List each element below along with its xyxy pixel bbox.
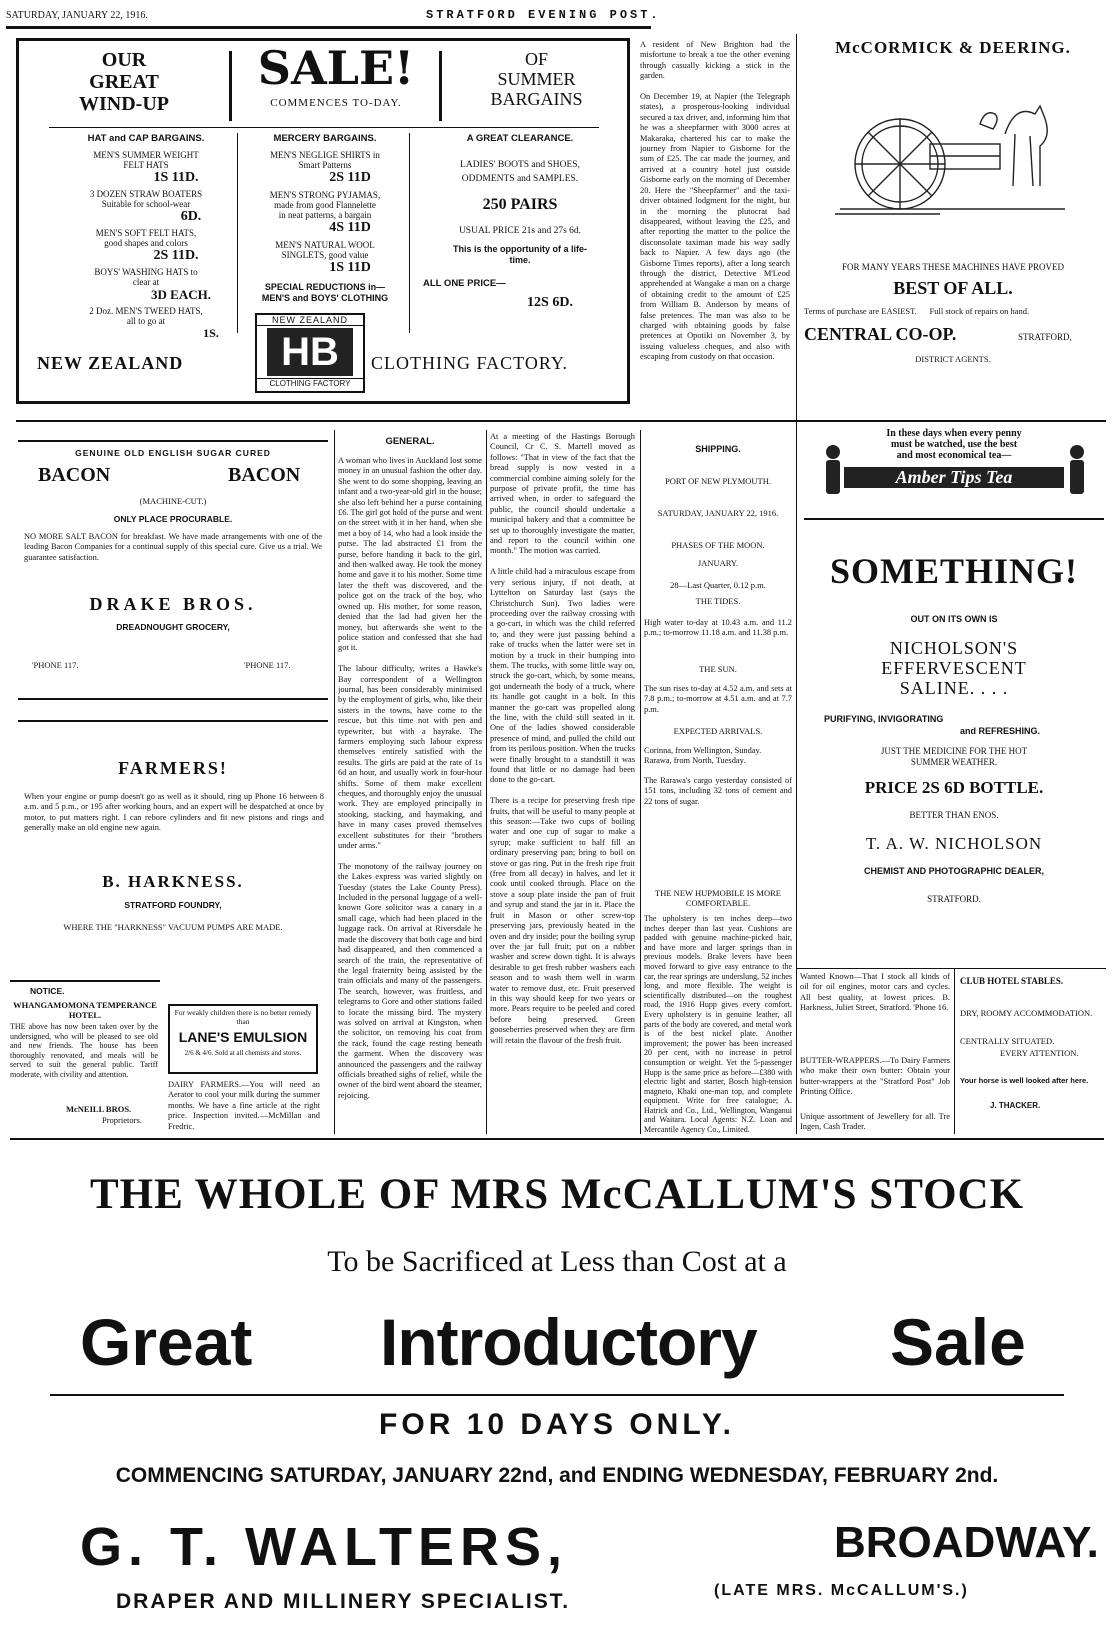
item-price: 1S 11D bbox=[329, 260, 371, 275]
shipping-date: SATURDAY, JANUARY 22, 1916. bbox=[657, 508, 779, 518]
introductory-word: Introductory bbox=[380, 1305, 757, 1379]
sale-word: Sale bbox=[890, 1305, 1026, 1379]
club-hotel-ad bbox=[960, 976, 1106, 1134]
nz-clothing-factory-ad bbox=[16, 38, 630, 404]
terms: Terms of purchase are EASIEST. Full stock of repairs on hand. bbox=[804, 306, 1030, 316]
tea-figure-icon bbox=[818, 442, 848, 502]
walters-sub: To be Sacrificed at Less than Cost at a bbox=[327, 1245, 787, 1278]
divider bbox=[439, 51, 442, 121]
summer-bargains-heading: OF SUMMER BARGAINS bbox=[490, 49, 583, 109]
ten-days: FOR 10 DAYS ONLY. bbox=[379, 1408, 735, 1441]
item-desc: MEN'S STRONG PYJAMAS, made from good Flannelette in neat patterns, a bargain bbox=[269, 190, 381, 220]
harvester-illustration bbox=[830, 64, 1070, 224]
refreshing: and REFRESHING. bbox=[960, 726, 1041, 736]
chemist-town: STRATFORD. bbox=[927, 894, 981, 904]
arrivals-text: Corinna, from Wellington, Sunday. Rarawa, from North, Tuesday. bbox=[644, 746, 762, 766]
column-rule bbox=[796, 34, 797, 1134]
column-title: MERCERY BARGAINS. bbox=[273, 133, 377, 144]
late-mrs: (LATE MRS. McCALLUM'S.) bbox=[714, 1582, 969, 1599]
column-title: A GREAT CLEARANCE. bbox=[466, 133, 574, 144]
section-rule bbox=[796, 968, 1106, 969]
item-desc: MEN'S SOFT FELT HATS, good shapes and colors bbox=[95, 228, 197, 248]
item-desc: MEN'S NEGLIGE SHIRTS in Smart Patterns bbox=[270, 150, 380, 170]
lanes-bottom: 2/6 & 4/6. Sold at all chemists and stores. bbox=[184, 1049, 302, 1057]
mccormick-title: McCORMICK & DEERING. bbox=[835, 38, 1071, 57]
hot-weather: JUST THE MEDICINE FOR THE HOT SUMMER WEATHER. bbox=[880, 746, 1028, 767]
bacon-body: NO MORE SALT BACON for breakfast. We have made arrangements with one of the leading Bacon Companies for a continual supply of this special cure. Give us a trial. We guarantee satisfaction. bbox=[24, 532, 322, 562]
divider bbox=[229, 51, 232, 121]
photographic-dealer: CHEMIST AND PHOTOGRAPHIC DEALER, bbox=[863, 866, 1044, 876]
club-line-1: DRY, ROOMY ACCOMMODATION. bbox=[960, 1008, 1093, 1018]
thacker: J. THACKER. bbox=[990, 1101, 1041, 1110]
item-price: 1S. bbox=[203, 326, 219, 340]
better-than-enos: BETTER THAN ENOS. bbox=[909, 810, 999, 820]
ad-footer-right: CLOTHING FACTORY. bbox=[371, 353, 569, 373]
amber-line-1: In these days when every penny bbox=[886, 428, 1022, 439]
item-desc: 3 DOZEN STRAW BOATERS Suitable for school-wear bbox=[89, 189, 203, 209]
central-coop: CENTRAL CO-OP. bbox=[804, 324, 957, 344]
farmers-title: FARMERS! bbox=[118, 758, 228, 778]
walters-headline: THE WHOLE OF MRS McCALLUM'S STOCK bbox=[89, 1171, 1025, 1218]
club-line-3: EVERY ATTENTION. bbox=[1000, 1048, 1079, 1058]
sale-subheading: COMMENCES TO-DAY. bbox=[270, 97, 402, 109]
news-column-top: A resident of New Brighton had the misfortune to break a toe the other evening through casually kicking a stick in the garden. On December 19, at Napier (the Telegraph states), a prosperous-looking individual secured a tax driver, and, informing him that he was a sheepfarmer with 3000 acres at Makaraka, chartered his car to make the journey from Napier to Gisborne for the sum of £25. The car made the journey, and arrived at a country hotel just outside Gisborne early on the morning of December 20. Here the "Sheepfarmer" and the taxi-driver obtained lodgment for the night, but in the morning the plutocrat had disappeared, without leaving the £25, and after reporting the matter to the police the disconsolate taximan made his way sadly back to Napier. A few days ago (the Gisborne Times reports), after a long search through the district, Detective M'Leod apprehended at Wangake a man on a charge of obtaining credit to the amount of £25 from William B. Anderson by means of false pretences. The man was also to be charged with obtaining goods by false pretences at Opotiki on November 3, by issuing valueless cheques, and also with escaping from custody on that occasion. bbox=[640, 40, 790, 362]
ad-footer-left: NEW ZEALAND bbox=[37, 353, 184, 373]
sale-dates: COMMENCING SATURDAY, JANUARY 22nd, and ENDING WEDNESDAY, FEBRUARY 2nd. bbox=[115, 1464, 999, 1487]
farmers-body: When your engine or pump doesn't go as well as it should, ring up Phone 16 between 8 a.m. and 5 p.m., or 195 after working hours, and an expert will be despatched at once by motor, to put matters right. I can rebore cylinders and fit new pistons and rings and generally make an old engine new again. bbox=[24, 792, 324, 833]
column-rule bbox=[640, 430, 641, 1134]
sun-text: The sun rises to-day at 4.52 a.m. and sets at 7.8 p.m.; to-morrow at 4.51 a.m. and at 7.7 p.m. bbox=[644, 684, 792, 714]
bacon-left: BACON bbox=[38, 464, 111, 486]
general-title: GENERAL. bbox=[385, 436, 435, 447]
divider bbox=[49, 127, 599, 128]
coop-town: STRATFORD, bbox=[1018, 332, 1072, 342]
saline-name: NICHOLSON'S EFFERVESCENT SALINE. . . . bbox=[881, 638, 1027, 698]
pairs: 250 PAIRS bbox=[482, 196, 558, 213]
hupmobile-ad bbox=[644, 888, 792, 1134]
tea-figure-icon bbox=[1062, 442, 1092, 502]
amber-line-3: and most economical tea— bbox=[896, 450, 1012, 461]
harkness-name: B. HARKNESS. bbox=[102, 872, 244, 891]
draper-specialist: DRAPER AND MILLINERY SPECIALIST. bbox=[116, 1590, 571, 1613]
purifying: PURIFYING, INVIGORATING bbox=[824, 714, 944, 724]
moon-title: PHASES OF THE MOON. bbox=[671, 540, 765, 550]
item-price: 4S 11D bbox=[329, 220, 371, 235]
tides-title: THE TIDES. bbox=[695, 596, 741, 606]
lanes-name: LANE'S EMULSION bbox=[178, 1029, 308, 1045]
shipping-title: SHIPPING. bbox=[695, 444, 741, 454]
shipping-column bbox=[644, 440, 792, 880]
one-price: 12S 6D. bbox=[527, 295, 573, 310]
amber-tips-ad bbox=[804, 420, 1104, 520]
mccormick-tagline: FOR MANY YEARS THESE MACHINES HAVE PROVED bbox=[841, 262, 1065, 272]
mercery-column bbox=[245, 133, 405, 304]
item-desc: 2 Doz. MEN'S TWEED HATS, all to go at bbox=[89, 306, 203, 326]
hat-cap-column bbox=[61, 133, 231, 341]
price-item bbox=[245, 240, 405, 276]
section-rule bbox=[10, 1138, 1104, 1140]
item-price: 2S 11D bbox=[329, 170, 371, 185]
lanes-emulsion-ad bbox=[168, 1004, 318, 1074]
price-item bbox=[61, 189, 231, 225]
column-title: HAT and CAP BARGAINS. bbox=[87, 133, 205, 144]
price-item bbox=[61, 267, 231, 303]
club-line-2: CENTRALLY SITUATED. bbox=[960, 1036, 1055, 1046]
divider bbox=[237, 133, 238, 333]
logo-bottom: CLOTHING FACTORY bbox=[257, 378, 363, 388]
price-bottle: PRICE 2S 6D BOTTLE. bbox=[864, 778, 1044, 797]
chemist-name: T. A. W. NICHOLSON bbox=[865, 834, 1043, 853]
walters-name: G. T. WALTERS, bbox=[80, 1517, 568, 1577]
dreadnought-grocery: DREADNOUGHT GROCERY, bbox=[116, 622, 230, 632]
sale-underline bbox=[50, 1394, 1064, 1396]
best-of-all: BEST OF ALL. bbox=[893, 278, 1013, 298]
item-desc: MEN'S SUMMER WEIGHT FELT HATS bbox=[93, 150, 199, 170]
column-rule bbox=[486, 430, 487, 1134]
item-price: 6D. bbox=[180, 209, 202, 224]
mccormick-ad bbox=[800, 34, 1106, 404]
hupmobile-title: THE NEW HUPMOBILE IS MORE COMFORTABLE. bbox=[655, 888, 781, 908]
masthead-rule bbox=[6, 26, 651, 29]
last-quarter: 28—Last Quarter, 0.12 p.m. bbox=[670, 580, 766, 590]
rarawa-text: The Rarawa's cargo yesterday consisted of 151 tons, including 32 tons of cement and 22 tons of sugar. bbox=[644, 776, 792, 806]
item-desc: BOYS' WASHING HATS to clear at bbox=[94, 267, 198, 287]
proprietors: Proprietors. bbox=[102, 1115, 142, 1125]
jewellery-text: Unique assortment of Jewellery for all. Tre Ingen, Cash Trader. bbox=[800, 1112, 950, 1132]
sale-heading: SALE! bbox=[257, 41, 415, 95]
divider bbox=[409, 133, 410, 333]
item-price: 3D EACH. bbox=[151, 287, 211, 302]
sun-title: THE SUN. bbox=[699, 664, 737, 674]
general-column-1: A woman who lives in Auckland lost some money in an unusual fashion the other day. She went to do some shopping, leaving an infant and a two-year-old girl in the house; she also left behind her a purse containing £6. The girl got hold of the purse and went on the street with it in her hand, when she met a boy of 14, who had a look inside the purse. The lad abstracted £1 from the purse, before handing it back to the girl, and then walked away. He took the money home and gave it to his mother. Some time later the theft was discovered, and the police got on the track of the boy, who owned up. His mother, for some reason, denied that the lad had given her the money, but afterwards she went to the police station and confessed that she had got it. The labour difficulty, writes a Hawke's Bay correspondent of a Wellington journal, has been considerably minimised by the employment of girls, who, like their sisters in the towns, have come to the rescue, but this time not with pen and typewriter, but with a hayrake. The farmers employing such labour express themselves entirely satisfied with the results. The girls are paid at the rate of 1s 6d an hour, and usually work in four-hour shifts. Some of them make excellent cheques, and thoroughly enjoy the unusual work. They are employed principally in stooking, stacking, and haymaking, and have in many cases proved themselves excellent substitutes for their "brothers under arms." The monotony of the railway journey on the Lakes express was varied slightly on Tuesday (states the Lake County Press). Included in the personal luggage of a well-known Gore solicitor was a canary in a small cage, which had been placed in the luggage rack. On arrival at Riversdale he made the discovery that both cage and bird had disappeared, and then commenced a search of the train, the representative of the legal fraternity being assisted by the train officials and many of the passengers. The search, however, was fruitless, and telegrams to Gore and other stations failed to locate the missing bird. The mystery was solved on arrival at Kingston, when the solicitor, on removing his coat from the rack, found the cage resting beneath the garment. When the discovery was announced the passengers and the railway officials breathed sighs of relief, while the owner of the bird went aboard the steamer, rejoicing. bbox=[338, 456, 482, 1100]
bacon-header: GENUINE OLD ENGLISH SUGAR CURED bbox=[75, 448, 271, 458]
amber-brand: Amber Tips Tea bbox=[844, 467, 1064, 488]
price-item bbox=[61, 228, 231, 264]
bacon-right: BACON bbox=[228, 464, 301, 486]
lanes-top: For weakly children there is no better remedy than bbox=[174, 1008, 312, 1026]
usual-price: USUAL PRICE 21s and 27s 6d. bbox=[458, 226, 582, 236]
price-item bbox=[61, 150, 231, 186]
great-word: Great bbox=[80, 1305, 253, 1379]
column-rule bbox=[954, 968, 955, 1134]
price-item bbox=[245, 150, 405, 186]
column-rule bbox=[334, 430, 335, 1134]
port-name: PORT OF NEW PLYMOUTH. bbox=[664, 476, 771, 486]
item-desc: MEN'S NATURAL WOOL SINGLETS, good value bbox=[275, 240, 375, 260]
wanted-known-text: Wanted Known—That I stock all kinds of oil for oil engines, motor cars and cycles. All best quality, at lowest prices. B. Harkness, Juliet Street, Stratford. 'Phone 16. bbox=[800, 972, 950, 1013]
masthead bbox=[6, 6, 1108, 32]
general-column-2: At a meeting of the Hastings Borough Council, Cr C. S. Martell moved as follows: "That in view of the fact that the bread supply is now vested in a commercial combine aiming solely for the purpose of private profit, the time has arrived when, in order to safeguard the public, the council should undertake a municipal bakery and that a committee be set up to thoroughly investigate the matter, and report to the council within one month." The motion was carried. A little child had a miraculous escape from very serious injury, if not death, at Lyttelton on Saturday last (says the Christchurch Sun). Two ladies were proceeding over the railway crossing with a go-cart, in which was the child referred to, and they were just passing behind a rake of trucks when the latter were set in motion by a truck in their bumping into them. The trucks, with some little way on, struck the go-cart, which, by some means, got underneath the body of a truck, where its handle got caught in a bolt. In this manner the go-cart was propelled along the line, with the child still seated in it. One of the ladies showed considerable presence of mind, and pulled the child out from its perilous position. When the trucks were finally brought to a standstill it was found that little or no damage had been done to the go-cart. There is a recipe for preserving fresh ripe fruits, that will be useful to many people at this season:—Take two cups of boiling water and one cup of sugar to make a syrup; make sufficient to half fill an ordinary preserving pan; bring to boil on stove or gas ring. Put in the fresh ripe fruit (free from all decay) in halves, and let it cook until cooked through. Place on the stove a soup plate inside the pan of fruit and syrup and stand the jar in it. Place the fruit in Mason or other screw-top preserving jars, previously heated in the oven and dry inside; pour the boiling syrup over the jar full fruit; put on a rubber washer and screw down tight. It is always desirable to get fresh rubber washers each season and to wash them well in warm water to remove dust, etc. Fruit preserved in this way should keep for two years or more. Pears require to be peeled and cored before being preserved. Green gooseberries preserved when they are firm will retain the flavour of the fresh fruit. bbox=[490, 432, 635, 1045]
price-item bbox=[61, 306, 231, 341]
district-agents: DISTRICT AGENTS. bbox=[915, 354, 991, 364]
opportunity: This is the opportunity of a life- time. bbox=[453, 244, 587, 265]
price-item bbox=[245, 190, 405, 236]
paper-name: STRATFORD EVENING POST. bbox=[426, 8, 661, 22]
broadway: BROADWAY. bbox=[834, 1518, 1099, 1567]
club-line-4: Your horse is well looked after here. bbox=[960, 1076, 1089, 1085]
item-price: 2S 11D. bbox=[153, 248, 199, 263]
moon-month: JANUARY. bbox=[697, 558, 739, 568]
special-reductions: SPECIAL REDUCTIONS in— MEN'S and BOYS' CLOTHING bbox=[261, 282, 389, 303]
issue-date: SATURDAY, JANUARY 22, 1916. bbox=[6, 10, 148, 21]
machine-cut: (MACHINE-CUT.) bbox=[139, 496, 207, 506]
amber-line-2: must be watched, use the best bbox=[890, 439, 1018, 450]
only-place: ONLY PLACE PROCURABLE. bbox=[113, 514, 233, 524]
tides-text: High water to-day at 10.43 a.m. and 11.2 p.m.; to-morrow 11.18 a.m. and 11.38 p.m. bbox=[644, 618, 792, 638]
notice-title: NOTICE. bbox=[30, 986, 65, 996]
logo-top: NEW ZEALAND bbox=[257, 315, 363, 326]
hupmobile-body: The upholstery is ten inches deep—two inches deeper than last year. Cushions are padded with genuine machine-picked hair, and have more and larger springs than in previous models. Brake levers have been moved forward to give easy entrance to the car, the rear springs are underslung, 52 inches long, and more flexible. The weight is scientifically distributed—on the roughest road, the 1916 Hupp gives every comfort. Every upholstery is in genuine leather, all parts of the body are covered, and metal work is of the best nickel plate. Another improvement; the power has been increased 20 per cent, with no increase in petrol consumption or weight. Yet the 5-passenger Hupp is the same price as before—£380 with electric light and starter, Bosch high-tension magneto, Khaki one-man top, and complete equipment. Write for free catalogue; A. Hatrick and Co., Ltd., Wellington, Wanganui and Waitara. Local Agents: N.Z. Loan and Mercantile Agency Co., Limited. bbox=[644, 914, 792, 1134]
notice-ad bbox=[10, 980, 160, 1130]
something-heading: SOMETHING! bbox=[829, 551, 1079, 591]
mcneill-bros: McNEILL BROS. bbox=[66, 1104, 132, 1114]
out-on-its-own: OUT ON ITS OWN IS bbox=[910, 614, 998, 624]
bacon-ad bbox=[18, 440, 328, 700]
item-price: 1S 11D. bbox=[153, 170, 199, 185]
butter-wrappers-text: BUTTER-WRAPPERS.—To Dairy Farmers who make their own butter: Obtain your butter-wrappers at the "Stratford Post" Job Printing Office. bbox=[800, 1056, 950, 1097]
notice-body: THE above has now been taken over by the undersigned, who will be pleased to see old and new friends. The house has been thoroughly renovated, and meals will be served to suit the general public. Tariff moderate, with civility and attention. bbox=[10, 1022, 158, 1079]
farmers-ad bbox=[18, 720, 328, 976]
nicholson-ad bbox=[804, 550, 1104, 960]
boots-shoes: LADIES' BOOTS and SHOES, ODDMENTS and SAMPLES. bbox=[460, 160, 580, 184]
dairy-farmers-text: DAIRY FARMERS.—You will need an Aerator to cool your milk during the summer months. We have a fine article at the right price. Inspection invited.—McMillan and Fredric. bbox=[168, 1080, 320, 1131]
phone-right: 'PHONE 117. bbox=[244, 660, 291, 670]
logo-letters: HB bbox=[267, 328, 353, 376]
arrivals-title: EXPECTED ARRIVALS. bbox=[673, 726, 763, 736]
hb-logo bbox=[255, 313, 365, 393]
hotel-name: WHANGAMOMONA TEMPERANCE HOTEL. bbox=[13, 1000, 157, 1020]
club-hotel-title: CLUB HOTEL STABLES. bbox=[960, 976, 1064, 986]
harkness-footer: WHERE THE "HARKNESS" VACUUM PUMPS ARE MADE. bbox=[63, 922, 283, 932]
clearance-column bbox=[415, 133, 625, 311]
drake-bros: DRAKE BROS. bbox=[89, 594, 257, 614]
one-price-label: ALL ONE PRICE— bbox=[423, 278, 506, 289]
walters-ad bbox=[10, 1146, 1104, 1646]
phone-left: 'PHONE 117. bbox=[32, 660, 79, 670]
stratford-foundry: STRATFORD FOUNDRY, bbox=[124, 900, 222, 910]
wind-up-heading: OUR GREAT WIND-UP bbox=[79, 49, 169, 115]
